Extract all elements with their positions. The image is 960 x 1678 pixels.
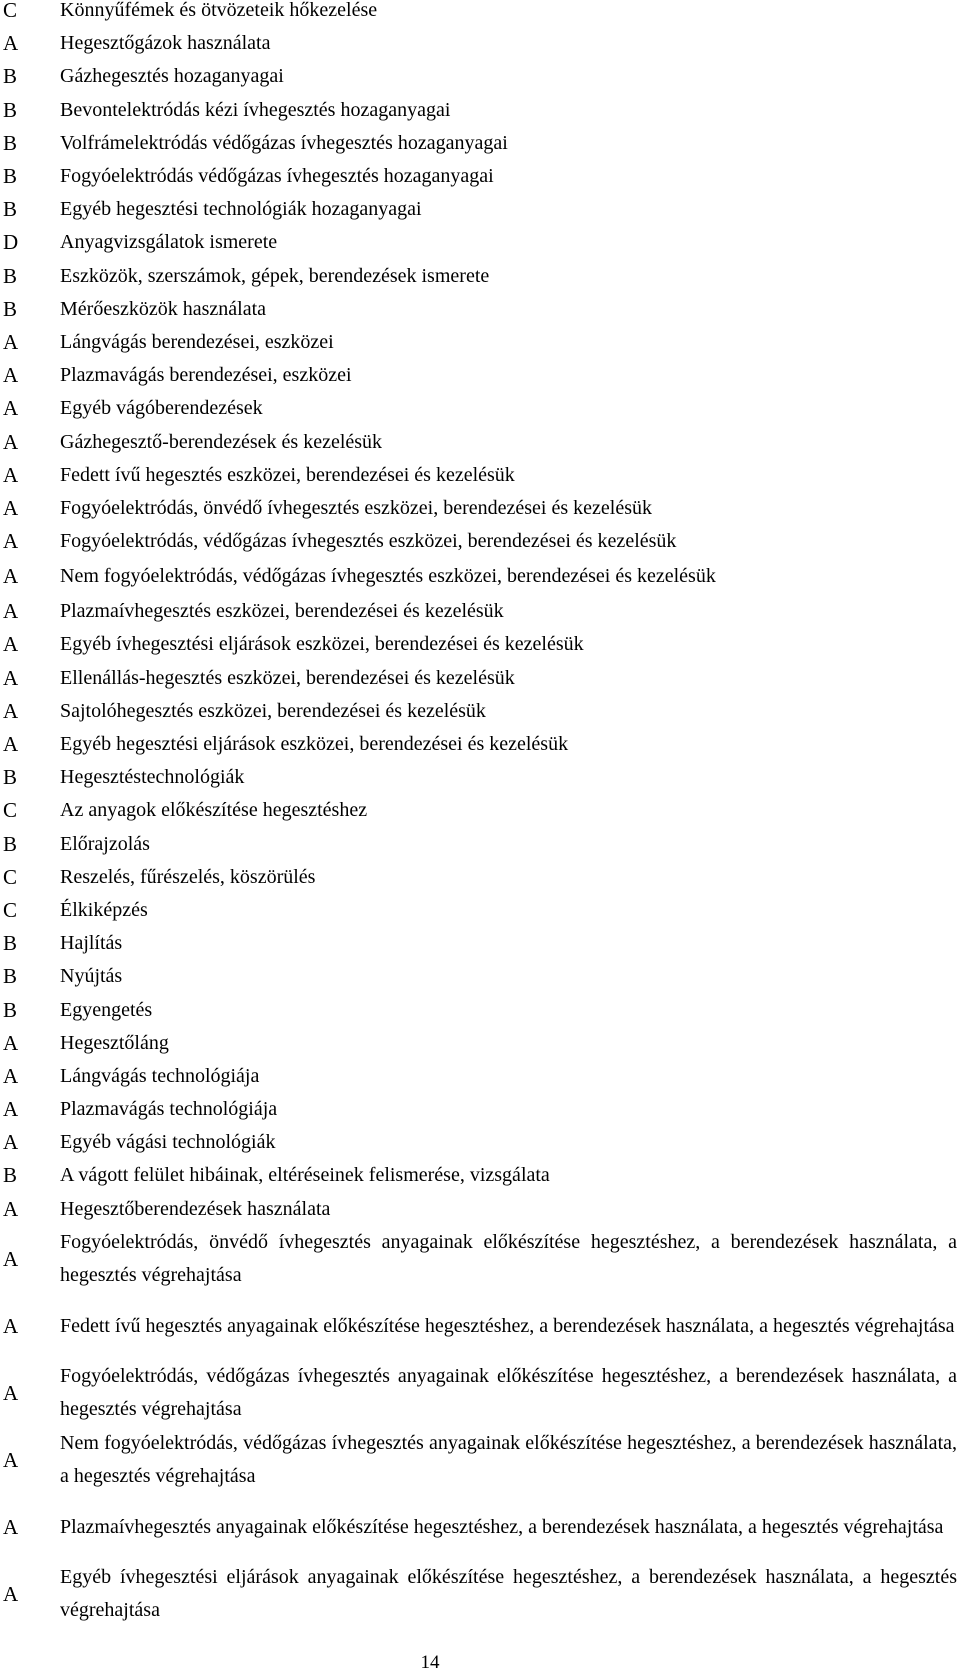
- topic-cell: Fogyóelektródás, önvédő ívhegesztés eszközei, berendezései és kezelésük: [60, 496, 652, 519]
- topic-cell: Anyagvizsgálatok ismerete: [60, 231, 278, 254]
- level-cell: A: [3, 632, 19, 657]
- level-cell: A: [3, 529, 19, 554]
- table-row: [0, 558, 960, 595]
- topic-cell: Volfrámelektródás védőgázas ívhegesztés hozaganyagai: [60, 131, 508, 154]
- table-row: [0, 1193, 960, 1226]
- level-cell: C: [3, 798, 18, 823]
- topic-cell: Fogyóelektródás, védőgázas ívhegesztés eszközei, berendezései és kezelésük: [60, 530, 677, 553]
- level-cell: A: [3, 1030, 19, 1055]
- topic-cell: Előrajzolás: [60, 832, 150, 855]
- table-row: [0, 525, 960, 558]
- table-row: [0, 960, 960, 993]
- level-cell: A: [3, 462, 19, 487]
- level-cell: B: [3, 1163, 18, 1188]
- table-row: [0, 861, 960, 894]
- table-row: [0, 1060, 960, 1093]
- topic-cell: Lángvágás technológiája: [60, 1064, 260, 1087]
- level-cell: A: [3, 1130, 19, 1155]
- page-number: 14: [420, 1652, 440, 1673]
- level-cell: A: [3, 1380, 19, 1405]
- table-row: [0, 160, 960, 193]
- level-cell: B: [3, 263, 18, 288]
- table-row: [0, 628, 960, 661]
- topic-cell: Nyújtás: [60, 965, 123, 988]
- level-cell: B: [3, 130, 18, 155]
- level-cell: B: [3, 97, 18, 122]
- table-row: [0, 1159, 960, 1192]
- level-cell: A: [3, 1514, 19, 1539]
- topic-cell: Mérőeszközök használata: [60, 297, 267, 320]
- level-cell: A: [3, 599, 19, 624]
- level-cell: A: [3, 665, 19, 690]
- topic-cell: Lángvágás berendezései, eszközei: [60, 330, 334, 353]
- table-row: [0, 425, 960, 458]
- level-cell: B: [3, 831, 18, 856]
- level-cell: A: [3, 1097, 19, 1122]
- topic-cell: Egyengetés: [60, 998, 153, 1021]
- table-row: [0, 226, 960, 259]
- table-row: [0, 1561, 960, 1628]
- level-cell: B: [3, 296, 18, 321]
- level-cell: A: [3, 1246, 19, 1271]
- topic-cell: Eszközök, szerszámok, gépek, berendezések ismerete: [60, 264, 490, 287]
- table-row: [0, 459, 960, 492]
- level-cell: A: [3, 31, 19, 56]
- table-row: [0, 1494, 960, 1561]
- topic-cell: Hegesztőláng: [60, 1031, 169, 1054]
- table-row: [0, 1126, 960, 1159]
- topic-cell: Plazmavágás berendezései, eszközei: [60, 364, 352, 387]
- table-row: [0, 1027, 960, 1060]
- level-cell: B: [3, 997, 18, 1022]
- topic-cell: Egyéb vágóberendezések: [60, 397, 263, 420]
- level-cell: A: [3, 1063, 19, 1088]
- level-cell: B: [3, 64, 18, 89]
- table-row: [0, 260, 960, 293]
- level-cell: B: [3, 964, 18, 989]
- topic-cell: Bevontelektródás kézi ívhegesztés hozaganyagai: [60, 98, 451, 121]
- topic-cell: Plazmaívhegesztés eszközei, berendezései és kezelésük: [60, 600, 504, 623]
- topic-cell: Ellenállás-hegesztés eszközei, berendezései és kezelésük: [60, 666, 515, 689]
- level-cell: A: [3, 1581, 19, 1606]
- topic-cell: Reszelés, fűrészelés, köszörülés: [60, 865, 316, 888]
- table-row: [0, 94, 960, 127]
- topic-cell: Egyéb ívhegesztési eljárások eszközei, berendezései és kezelésük: [60, 633, 584, 656]
- table-row: [0, 1293, 960, 1360]
- table-row: [0, 127, 960, 160]
- table-row: [0, 662, 960, 695]
- table-row: [0, 794, 960, 827]
- table-row: [0, 293, 960, 326]
- table-row: [0, 894, 960, 927]
- topic-cell: Hegesztőberendezések használata: [60, 1197, 331, 1220]
- topic-cell: Egyéb vágási technológiák: [60, 1131, 276, 1154]
- level-cell: B: [3, 164, 18, 189]
- topic-cell: Fogyóelektródás, önvédő ívhegesztés anyagainak előkészítése hegesztéshez, a berendezések használata, a hegesztés végrehajtása: [60, 1231, 957, 1287]
- level-cell: B: [3, 931, 18, 956]
- level-cell: A: [3, 698, 19, 723]
- level-cell: A: [3, 1196, 19, 1221]
- topic-cell: Gázhegesztés hozaganyagai: [60, 65, 284, 88]
- table-row: [0, 828, 960, 861]
- level-cell: A: [3, 732, 19, 757]
- topic-cell: Hegesztőgázok használata: [60, 32, 271, 55]
- level-cell: C: [3, 864, 18, 889]
- level-cell: C: [3, 0, 18, 23]
- topic-cell: Plazmaívhegesztés anyagainak előkészítése hegesztéshez, a berendezések használata, a hegesztés végrehajtása: [60, 1515, 944, 1538]
- topic-cell: Hajlítás: [60, 932, 123, 955]
- level-cell: B: [3, 765, 18, 790]
- topic-cell: Nem fogyóelektródás, védőgázas ívhegesztés anyagainak előkészítése hegesztéshez, a berendezések használata, a hegesztés végrehajtása: [60, 1432, 957, 1488]
- topic-cell: Könnyűfémek és ötvözeteik hőkezelése: [60, 0, 378, 22]
- table-row: [0, 0, 960, 27]
- level-cell: A: [3, 363, 19, 388]
- table-row: [0, 1360, 960, 1427]
- table-row: [0, 761, 960, 794]
- table-row: [0, 326, 960, 359]
- level-cell: A: [3, 1447, 19, 1472]
- topic-cell: Gázhegesztő-berendezések és kezelésük: [60, 430, 383, 453]
- level-cell: A: [3, 1313, 19, 1338]
- table-row: [0, 1226, 960, 1293]
- topic-cell: Fedett ívű hegesztés anyagainak előkészítése hegesztéshez, a berendezések használata, a hegesztés végrehajtása: [60, 1314, 955, 1337]
- table-row: [0, 60, 960, 93]
- table-row: [0, 193, 960, 226]
- level-cell: A: [3, 564, 19, 589]
- topic-cell: Élkiképzés: [60, 898, 148, 921]
- topic-cell: Az anyagok előkészítése hegesztéshez: [60, 799, 368, 822]
- level-cell: A: [3, 396, 19, 421]
- table-row: [0, 695, 960, 728]
- level-cell: B: [3, 197, 18, 222]
- table-row: [0, 1093, 960, 1126]
- topic-cell: Fedett ívű hegesztés eszközei, berendezései és kezelésük: [60, 463, 515, 486]
- table-row: [0, 392, 960, 425]
- topic-cell: Egyéb hegesztési technológiák hozaganyagai: [60, 198, 422, 221]
- level-cell: A: [3, 495, 19, 520]
- topic-cell: Plazmavágás technológiája: [60, 1098, 278, 1121]
- topic-cell: Egyéb ívhegesztési eljárások anyagainak előkészítése hegesztéshez, a berendezések használata, a hegesztés végrehajtása: [60, 1566, 957, 1622]
- table-row: [0, 595, 960, 628]
- topic-cell: Hegesztéstechnológiák: [60, 766, 245, 789]
- level-cell: D: [3, 230, 19, 255]
- table-row: [0, 1427, 960, 1494]
- table-row: [0, 27, 960, 60]
- table-row: [0, 993, 960, 1026]
- level-cell: A: [3, 329, 19, 354]
- table-row: [0, 492, 960, 525]
- topic-cell: Nem fogyóelektródás, védőgázas ívhegesztés eszközei, berendezései és kezelésük: [60, 565, 716, 588]
- topic-cell: A vágott felület hibáinak, eltéréseinek felismerése, vizsgálata: [60, 1164, 550, 1187]
- topic-cell: Egyéb hegesztési eljárások eszközei, berendezései és kezelésük: [60, 733, 569, 756]
- table-row: [0, 359, 960, 392]
- table-row: [0, 927, 960, 960]
- topic-cell: Sajtolóhegesztés eszközei, berendezései és kezelésük: [60, 699, 486, 722]
- topic-cell: Fogyóelektródás védőgázas ívhegesztés hozaganyagai: [60, 165, 494, 188]
- topic-cell: Fogyóelektródás, védőgázas ívhegesztés anyagainak előkészítése hegesztéshez, a berendezések használata, a hegesztés végrehajtása: [60, 1365, 957, 1421]
- level-cell: A: [3, 429, 19, 454]
- level-cell: C: [3, 897, 18, 922]
- table-row: [0, 728, 960, 761]
